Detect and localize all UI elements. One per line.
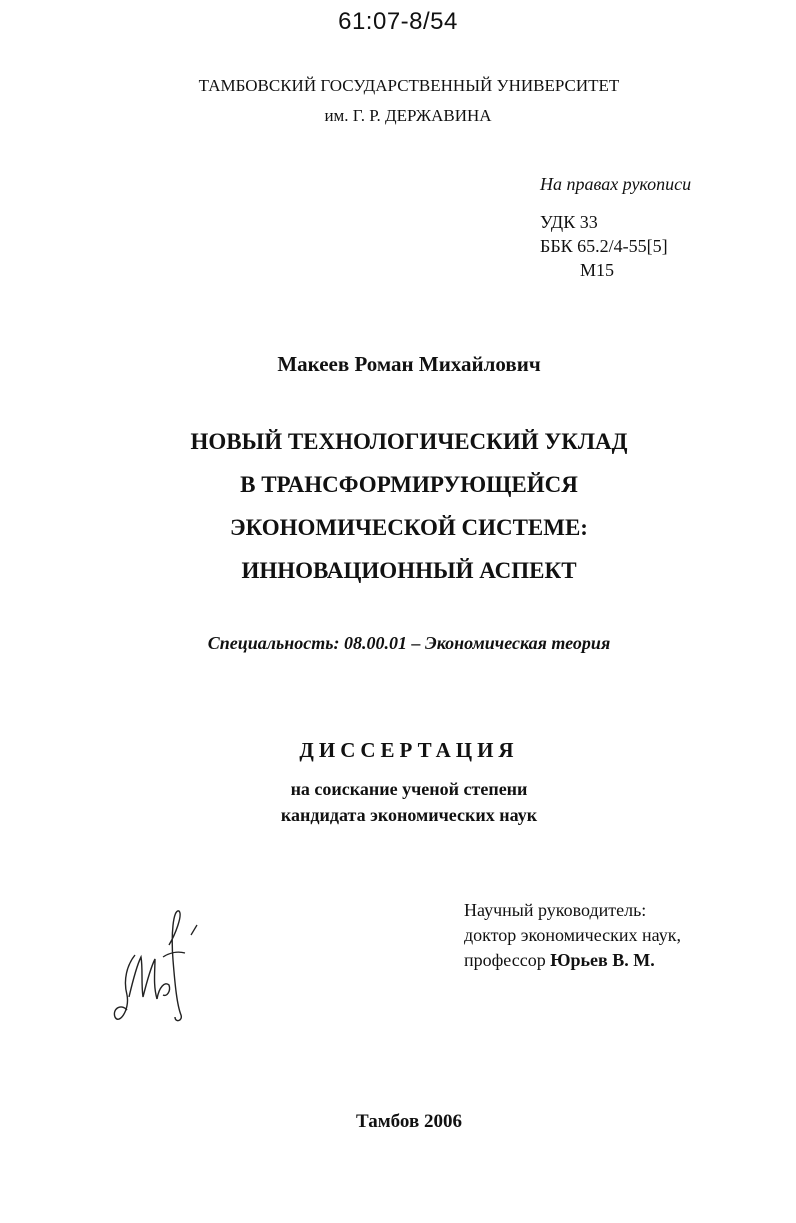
archive-code: 61:07-8/54: [338, 8, 458, 35]
degree-line: кандидата экономических наук: [280, 805, 538, 825]
udk-code: УДК 33: [540, 212, 598, 232]
author-name: Макеев Роман Михайлович: [277, 352, 541, 376]
supervisor-name: Юрьев В. М.: [550, 950, 655, 970]
supervisor-line: [464, 948, 681, 973]
manuscript-rights-note: На правах рукописи: [540, 174, 692, 194]
title-line: ЭКОНОМИЧЕСКОЙ СИСТЕМЕ:: [230, 515, 588, 540]
author-mark: М15: [580, 260, 615, 280]
supervisor-block: [464, 898, 681, 973]
title-line: В ТРАНСФОРМИРУЮЩЕЙСЯ: [240, 472, 578, 497]
university-name: ТАМБОВСКИЙ ГОСУДАРСТВЕННЫЙ УНИВЕРСИТЕТ: [198, 76, 620, 95]
document-type: ДИССЕРТАЦИЯ: [299, 738, 519, 762]
university-named-after: им. Г. Р. ДЕРЖАВИНА: [324, 106, 492, 125]
supervisor-degree: доктор экономических наук,: [464, 925, 681, 945]
supervisor-position: профессор: [464, 950, 546, 970]
dissertation-title: [0, 420, 796, 592]
handwritten-signature: [105, 905, 205, 1040]
city-year: Тамбов 2006: [356, 1111, 462, 1132]
classification-block: [540, 210, 668, 282]
title-line: НОВЫЙ ТЕХНОЛОГИЧЕСКИЙ УКЛАД: [190, 429, 628, 454]
supervisor-label: Научный руководитель:: [464, 900, 647, 920]
bbk-code: ББК 65.2/4-55[5]: [540, 236, 668, 256]
degree-sought: [0, 776, 796, 828]
specialty: Специальность: 08.00.01 – Экономическая теория: [207, 633, 611, 653]
title-line: ИННОВАЦИОННЫЙ АСПЕКТ: [241, 558, 577, 583]
degree-line: на соискание ученой степени: [290, 779, 528, 799]
